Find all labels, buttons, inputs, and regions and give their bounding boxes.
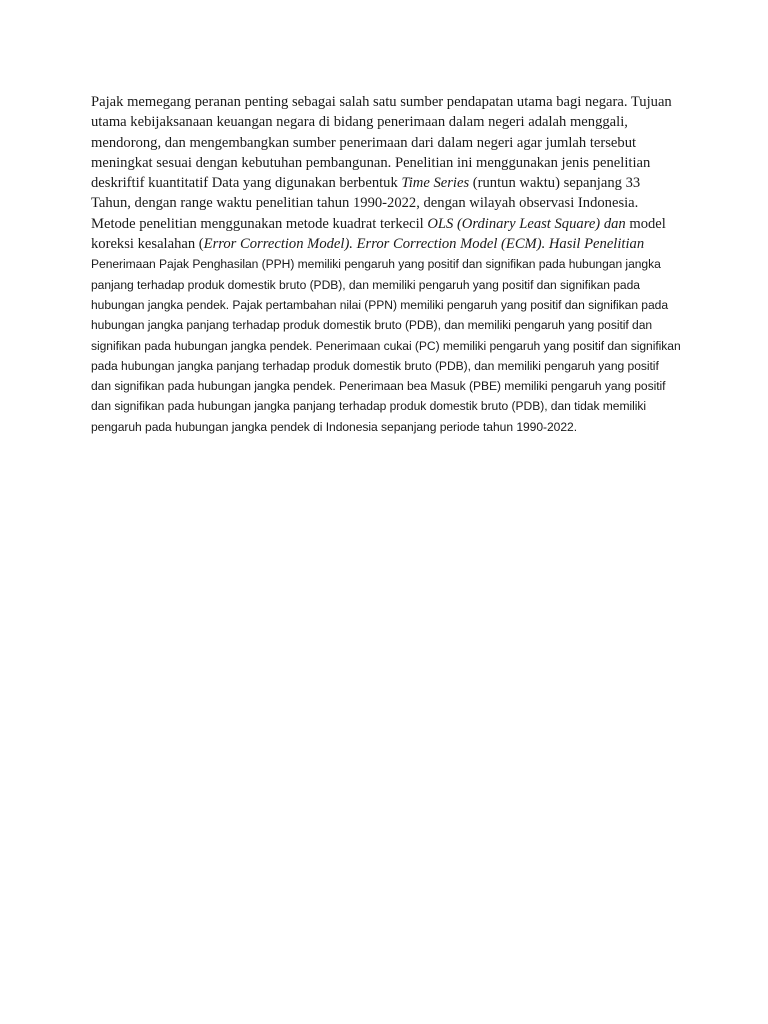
abstract-term-ols: OLS (Ordinary Least Square) dan [427, 215, 626, 232]
abstract-term-ecm: Error Correction Model). Error Correction Model (ECM). Hasil Penelitian [203, 236, 645, 253]
abstract-text-intro: Pajak memegang peranan penting sebagai salah satu sumber pendapatan utama bagi negara. Tujuan utama kebijaksanaan keuangan negara di bidang penerimaan dalam negeri adalah menggali, mendorong, dan mengembangkan sumber penerimaan dari dalam negeri agar jumlah tersebut meningkat sesuai dengan kebutuhan pembangunan. Penelitian ini menggunakan jenis penelitian deskriftif kuantitatif Data yang digunakan berbentuk [91, 94, 672, 192]
abstract-paragraph [91, 92, 681, 437]
abstract-text-period: (runtun waktu) sepanjang 33 Tahun, dengan range waktu penelitian tahun 1990-2022, dengan wilayah observasi Indonesia. Metode penelitian menggunakan metode kuadrat terkecil [91, 175, 641, 232]
abstract-text-model: model koreksi kesalahan ( [91, 215, 666, 253]
abstract-term-time-series: Time Series [401, 175, 470, 192]
abstract-text-results: Penerimaan Pajak Penghasilan (PPH) memiliki pengaruh yang positif dan signifikan pada hubungan jangka panjang terhadap produk domestik bruto (PDB), dan memiliki pengaruh yang positif dan signifikan pada hubungan jangka pendek. Pajak pertambahan nilai (PPN) memiliki pengaruh yang positif dan signifikan pada hubungan jangka panjang terhadap produk domestik bruto (PDB), dan memiliki pengaruh yang positif dan signifikan pada hubungan jangka pendek. Penerimaan cukai (PC) memiliki pengaruh yang positif dan signifikan pada hubungan jangka panjang terhadap produk domestik bruto (PDB), dan memiliki pengaruh yang positif dan signifikan pada hubungan jangka pendek. Penerimaan bea Masuk (PBE) memiliki pengaruh yang positif dan signifikan pada hubungan jangka panjang terhadap produk domestik bruto (PDB), dan tidak memiliki pengaruh pada hubungan jangka pendek di Indonesia sepanjang periode tahun 1990-2022. [91, 257, 681, 434]
